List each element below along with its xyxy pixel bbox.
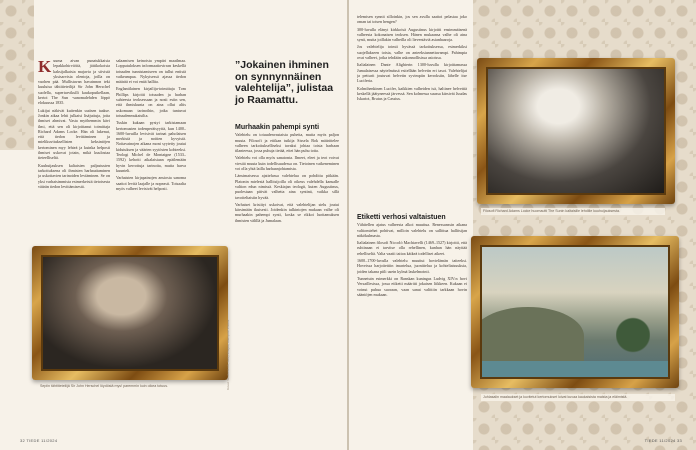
paragraph: 300-luvulla elänyt kirkkoisä Augustinus kirjoitti ensimmäisenä valheesta kokonaisen teoksen. Hänen mukaansa valhe oli aina synti, mutta joillakin valheilla oli lieventäviä asianhaaroja. <box>357 26 467 43</box>
paragraph: Länsimaisessa ajattelussa valehtelua on pohdittu pitkään. Platonin mielestä hallitsijoilla oli oikeus valehdella kansalle valtion edun nimissä. Keskiajan teologit, kuten Augustinus, puolestaan pitivät valhetta aina syntinä, vaikka sillä tavoiteltaisiin hyvää. <box>235 173 339 200</box>
photo-credit: Kuvat: Shutterstock, Getty Images, Alamy/AP Photos <box>226 319 230 390</box>
paragraph: uuma aivan punatukkaisia lepakkohirviöitä, jättikokoisia kaksijalkaisia majavia ja siivistä yksisarvisia olentoja, joilla on vuohen pää. Mullistavan havainnon teki kuuluisa tähtitieteilijä Sir John Herschel suolella, supertarvikulli kaukoputkellaan, kertoi The Sun -sanomalehden löppö elokuussa 1835. <box>38 58 110 106</box>
paragraph: Englantilainen kirjailija-toimittaja Tom Phillips kirjoitti totuuden ja harhan suhteesta teoksessaan ja nosti esiin sen, että ihmiskunta on aina ollut altis uskomaan tarinoihin, jotka tuntuvat totuudenmukaisilta. <box>116 86 186 118</box>
pull-quote: ”Jokainen ihminen on synnynnäinen valehtelija”, julistaa jo Raamattu. <box>235 59 334 106</box>
left-page <box>0 0 347 450</box>
paragraph: Kuuhuijauksen kaltaisten paljastusten tarkoituksena oli ihmisten harhauttaminen ja uskottavien tarinoiden leviäminen. Se on yksi varhaisimmista esimerkeistä tietoisesta väärän tiedon levittämisestä. <box>38 162 110 189</box>
paragraph: Lukijat näkivät kuitenkin uutisen taakse. Jonkin aikaa lehti julkaisi lisäjuttuja, joita ihmiset ahmivat. Vasta myöhemmin kävi ilmi, että sen oli kirjoittanut toimittaja Richard Adams Locke. Hän oli lukenut, että tiedon levittäminen ja mielikuvituksellisten keksintöjen kertominen myy lehteä ja kuinka helposti ihmiset uskovat jotain, mikä kuulostaa tieteelliseltä. <box>38 107 110 161</box>
herschel-portrait-frame <box>32 246 228 380</box>
painting-hill <box>480 307 584 366</box>
paragraph: Italialainen filosofi Niccolò Machiavelli (1469–1527) kirjoitti, että ruhtinaan ei tarvitse olla rehellinen, kunhan hän näyttää rehelliseltä. Valta vaatii taitoa kätkeä todelliset aikeet. <box>357 240 467 256</box>
paragraph: salaamisen keinoista ympäri maailmaa. Lopputuloksen informaatiovirran keskellä totuuden tunnistamiseen on tullut entistä vaikeampaa. Nykyisessä ajassa tiedon määrää ei voi enää hallita. <box>116 58 186 85</box>
wallpaper-pattern <box>0 0 34 150</box>
paragraph: Varhaisten kirjapainojen ansiosta sanoma saattoi levitä laajalle ja nopeasti. Toisaalta myös valheet levisivät helposti. <box>116 175 186 191</box>
paragraph: Tuskin kukaan pystyi tarkistamaan kertomusten todenperäisyyttä, kun 1400–1600-luvuilla levisivät tarinat paholaisen merkistä ja noitien kyvyistä. Noitavainojen aikana moni syytetty joutui kidutuksen ja väärien syytösten kohteeksi. Teologi Michel de Montaigne (1533–1592) kehotti aikalaisiaan epäilemään hyvin kerrottuja tarinoita, mutta harva kuunteli. <box>116 120 186 173</box>
right-column-1 <box>357 14 467 210</box>
paragraph: telemisen synnit silloinkin, jos sen avulla saattoi pelastaa joko oman tai toisen hengen? <box>357 14 467 25</box>
page-number-right: TIEDE 11/2024 33 <box>644 438 682 443</box>
image-caption: Juhlasalin maalaukset ja kuvitetut kertomukset loivat kuvaa kaukaisista maista ja eläimistä. <box>481 394 675 401</box>
paragraph: Kolmihenkinen Lucifer, kaikkien valheiden isä, haltinee helvettiä keskellä jäätyneessä järvessä. Sen kolmessa suussa kärsivät Juudas Iskariot, Brutus ja Cassius. <box>357 85 467 102</box>
painting-tree <box>616 311 650 359</box>
painting-water <box>482 361 668 377</box>
left-column-3 <box>235 122 339 427</box>
left-column-1 <box>38 58 110 254</box>
paragraph: Italialainen Dante Alighierin 1300-luvulla kirjoittamassa Jumalaisessa näytelmässä esitellään helvetin eri tasot. Valehtelijat ja petturit joutuvat helvetin syvimpiin kerroksiin, lähelle itse Luciferia. <box>357 62 467 84</box>
image-caption: Filosofi Richard Adams Locke huomautti The Sunin kaltaisille lehdille kuuhuijauksesta. <box>481 208 665 215</box>
paragraph: Vähitellen ajatus valheesta alkoi muuttua. Renessanssin aikana valtiomiehet pohtivat, milloin valehtelu on sallittua hallitsijan näkökulmasta. <box>357 222 467 238</box>
paragraph: Valehtelu voi olla myös sanatonta. Ilmeet, eleet ja teot voivat viestiä muuta kuin todellisuudessa on. Tietoinen vaikeneminen voi olla yhtä lailla harhaanjohtamista. <box>235 155 339 172</box>
paragraph: Jos valehtelija toimii hyvässä tarkoituksessa, esimerkiksi suojellakseen toista, valhe on anteeksiannettavampi. Pahimpia ovat valheet, jotka tehdään uskonnollisissa asioissa. <box>357 44 467 61</box>
left-column-2 <box>116 58 186 238</box>
locke-portrait-image <box>486 67 666 195</box>
right-column-1b <box>357 212 467 427</box>
herschel-portrait-image <box>41 255 219 371</box>
paragraph: Tunnetuin esimerkki on Ranskan kuningas Ludvig XIV:n hovi Versaillesissa, jossa etiketti määritti jokaisen liikkeen. Kukaan ei voinut puhua suoraan, vaan sanat valittiin tarkkaan hovin sääntöjen mukaan. <box>357 275 467 297</box>
image-caption: Sepiin tähtitieteilijä Sir John Herschel löydöstä mys! paremmin kuin oikea totuus. <box>40 384 169 388</box>
section-heading: Etiketti verhosi valtaistuen <box>357 214 446 221</box>
landscape-painting-image <box>480 245 670 379</box>
paragraph: Varhaiset kristityt uskoivat, että valehtelijan sielu joutui kärsimään ikuisesti. Joidenkin tulkintojen mukaan valhe oli murhaakin pahempi synti, koska se rikkoi luottamuksen ihmisten välillä ja Jumalaan. <box>235 201 339 223</box>
paragraph: 1600–1700-luvulla valehtelu muuttui hovielämän taiteeksi. Hoveissa harjoitettiin imartelua, juonittelua ja kohteliaisuuksia, joiden takana piili usein kylmä laskelmointi. <box>357 258 467 274</box>
locke-portrait-frame <box>477 58 675 204</box>
drop-cap: K <box>38 58 52 76</box>
paragraph: Valehtelu on totuudenvastaista puhetta, mutta myös paljon muuta. Filosofi ja etiikan tutkija Sissela Bok määrittelee valheen tarkoitukselliseksi tavaksi johtaa toista harhaan tilanteessa, jossa puhuja tietää, ettei hän puhu totta. <box>235 132 339 154</box>
right-page <box>349 0 696 450</box>
landscape-painting-frame <box>471 236 679 388</box>
section-heading: Murhaakin pahempi synti <box>235 124 320 131</box>
page-number-left: 32 TIEDE 11/2024 <box>20 438 58 443</box>
